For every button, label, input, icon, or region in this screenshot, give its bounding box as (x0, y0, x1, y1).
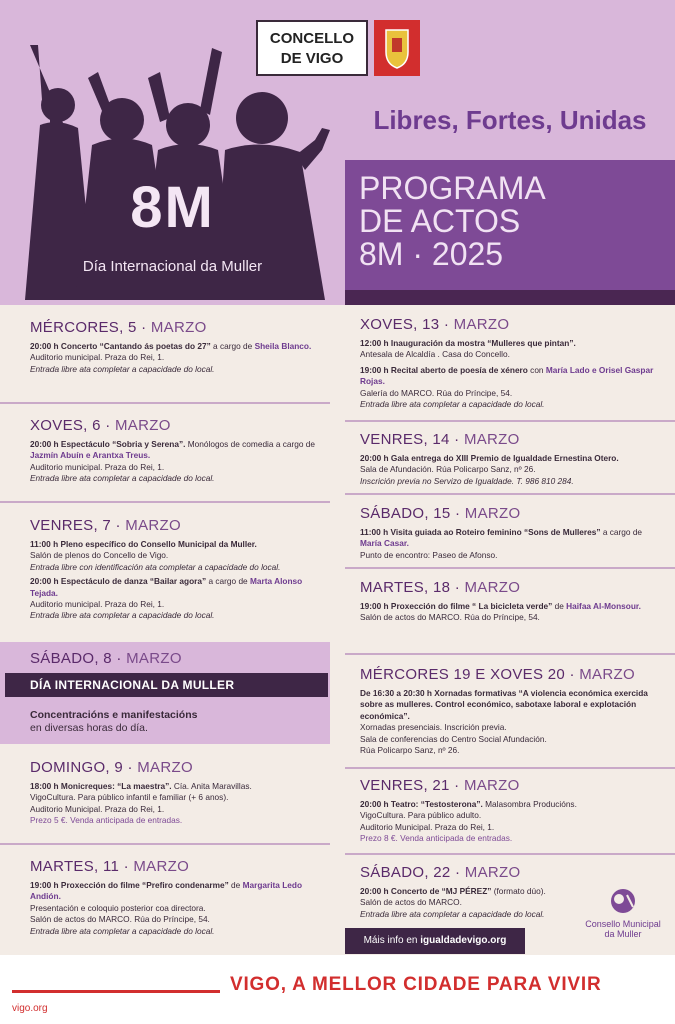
program-title-line-1: PROGRAMA (359, 170, 546, 206)
divider (345, 853, 675, 855)
event-date: XOVES, 13 · MARZO (360, 316, 510, 333)
event-note: Prezo 5 €. Venda anticipada de entradas. (30, 815, 183, 826)
event-date: VENRES, 14 · MARZO (360, 431, 520, 448)
event-item: MÉRCORES, 5 · MARZO 20:00 h Concerto “Cantando ás poetas do 27” a cargo de Sheila Blanco. Auditorio municipal. Praza do Rei, 1. Entrada libre ata completar a capacidade do local. (30, 318, 325, 375)
event-date: SÁBADO, 22 · MARZO (360, 864, 521, 881)
event-place: Auditorio Municipal. Praza do Rei, 1. (30, 803, 165, 814)
divider (0, 402, 330, 404)
event-date: DOMINGO, 9 · MARZO (30, 759, 193, 776)
logo-line-1: CONCELLO (269, 30, 355, 47)
event-note: Entrada libre ata completar a capacidade do local. (360, 908, 545, 919)
event-item: MARTES, 11 · MARZO 19:00 h Proxección do filme “Prefiro condenarme” de Margarita Ledo Andión. Presentación e coloquio posterior coa directora. Salón de actos do MARCO. Rúa do Príncipe, 54. Entrada libre ata completar a capacidade do local. (30, 857, 325, 937)
event-date: VENRES, 21 · MARZO (360, 777, 520, 794)
event-item: Concentracións e manifestacións en diversas horas do día. (30, 709, 198, 734)
program-box-base (345, 290, 675, 305)
divider (345, 493, 675, 495)
event-note: Entrada libre ata completar a capacidade do local. (30, 610, 215, 621)
event-place: Auditorio municipal. Praza do Rei, 1. (30, 599, 165, 610)
event-note: Entrada libre ata completar a capacidade do local. (30, 473, 215, 484)
event-item: SÁBADO, 22 · MARZO 20:00 h Concerto de “MJ PÉREZ” (formato dúo). Salón de actos do MARCO. Entrada libre ata completar a capacidade do local. (360, 863, 600, 920)
event-note: Inscrición previa no Servizo de Igualdade. T. 986 810 284. (360, 475, 574, 486)
event-place: Punto de encontro: Paseo de Afonso. (360, 549, 498, 560)
event-item: VENRES, 21 · MARZO 20:00 h Teatro: “Testosterona”. Malasombra Producións. VigoCultura. Para público adulto. Auditorio Municipal. Praza do Rei, 1. Prezo 8 €. Venda anticipada de entradas. (360, 776, 665, 845)
event-place: Salón de actos do MARCO. Rúa do Príncipe, 54. (30, 914, 210, 925)
event-note: Entrada libre ata completar a capacidade do local. (30, 363, 215, 374)
footer-url[interactable]: vigo.org (12, 1003, 48, 1014)
hero-title: 8M (130, 175, 215, 240)
event-date: MARTES, 18 · MARZO (360, 579, 521, 596)
event-date: VENRES, 7 · MARZO (30, 517, 181, 534)
program-title-line-3: 8M · 2025 (359, 236, 504, 272)
program-title-line-2: DE ACTOS (359, 203, 521, 239)
divider (345, 653, 675, 655)
divider (345, 567, 675, 569)
event-item: DOMINGO, 9 · MARZO 18:00 h Monicreques: “La maestra”. Cía. Anita Maravillas. VigoCultura. Para público infantil e familiar (+ 6 anos). Auditorio Municipal. Praza do Rei, 1. Prezo 5 €. Venda anticipada de entradas. (30, 758, 325, 827)
event-date: MÉRCORES 19 E XOVES 20 · MARZO (360, 666, 635, 683)
slogan: Libres, Fortes, Unidas (373, 105, 647, 135)
hero-subtitle: Día Internacional da Muller (82, 258, 263, 275)
divider (345, 420, 675, 422)
event-date: SÁBADO, 15 · MARZO (360, 505, 521, 522)
footer-rule (12, 990, 220, 993)
event-place: Salón de actos do MARCO. Rúa do Príncipe, 54. (360, 612, 540, 623)
consello-municipal-logo: Consello Municipal da Muller (578, 887, 668, 947)
event-date: SÁBADO, 8 · MARZO (30, 650, 182, 667)
logo-line-2: DE VIGO (280, 50, 344, 67)
divider (345, 767, 675, 769)
event-note: Entrada libre con identificación ata completar a capacidade do local. (30, 561, 281, 572)
program-title-box (345, 160, 675, 290)
event-item: MÉRCORES 19 E XOVES 20 · MARZO De 16:30 a 20:30 h Xornadas formativas “A violencia económica exercida sobre as mulleres. Control económico, sabotaxe laboral e explotación económica”. Xornadas presenciais. Inscrición previa. Sala de conferencias do Centro Social Afundación. Rúa Policarpo Sanz, nº 26. (360, 665, 665, 756)
event-place: Galería do MARCO. Rúa do Príncipe, 54. (360, 387, 513, 398)
event-item: MARTES, 18 · MARZO 19:00 h Proxección do filme “ La bicicleta verde” de Haifaa Al-Monsour. Salón de actos do MARCO. Rúa do Príncipe, 54. (360, 578, 665, 624)
event-note: Entrada libre ata completar a capacidade do local. (360, 399, 545, 410)
event-place: Auditorio municipal. Praza do Rei, 1. (30, 461, 165, 472)
more-info-url[interactable]: igualdadevigo.org (420, 935, 507, 946)
event-item: VENRES, 14 · MARZO 20:00 h Gala entrega do XIII Premio de Igualdade Ernestina Otero. Sala de Afundación. Rúa Policarpo Sanz, nº 26. Inscrición previa no Servizo de Igualdade. T. 986 810 284. (360, 430, 665, 487)
event-item (30, 649, 325, 672)
divider (0, 843, 330, 845)
event-date: MARTES, 11 · MARZO (30, 858, 190, 875)
event-item: XOVES, 13 · MARZO 12:00 h Inauguración da mostra “Mulleres que pintan”. Antesala de Alcaldía . Casa do Concello. 19:00 h Recital aberto de poesía de xénero con María Lado e Orisel Gaspar Rojas. Galería do MARCO. Rúa do Príncipe, 54. Entrada libre ata completar a capacidade do local. (360, 315, 660, 410)
event-place: Salón de actos do MARCO. (360, 897, 462, 908)
event-place: Salón de plenos do Concello de Vigo. (30, 550, 169, 561)
more-info-link[interactable]: Máis info en igualdadevigo.org (345, 928, 525, 954)
featured-banner: DÍA INTERNACIONAL DA MULLER (5, 673, 328, 697)
event-date: XOVES, 6 · MARZO (30, 417, 171, 434)
divider (0, 501, 330, 503)
event-place: Auditorio municipal. Praza do Rei, 1. (30, 352, 165, 363)
event-note: Prezo 8 €. Venda anticipada de entradas. (360, 833, 513, 844)
header (0, 0, 675, 305)
event-note: Entrada libre ata completar a capacidade do local. (30, 925, 215, 936)
event-place: Sala de Afundación. Rúa Policarpo Sanz, nº 26. (360, 464, 536, 475)
event-place: Sala de conferencias do Centro Social Afundación. (360, 733, 547, 744)
event-item: XOVES, 6 · MARZO 20:00 h Espectáculo “Sobria y Serena”. Monólogos de comedia a cargo de Jazmín Abuín e Arantxa Treus. Auditorio municipal. Praza do Rei, 1. Entrada libre ata completar a capacidade do local. (30, 416, 325, 485)
coat-of-arms-icon (374, 20, 420, 76)
event-place: Antesala de Alcaldía . Casa do Concello. (360, 349, 510, 360)
footer-slogan: VIGO, A MELLOR CIDADE PARA VIVIR (230, 974, 602, 995)
event-date: MÉRCORES, 5 · MARZO (30, 319, 207, 336)
event-item: VENRES, 7 · MARZO 11:00 h Pleno específico do Consello Municipal da Muller. Salón de plenos do Concello de Vigo. Entrada libre con identificación ata completar a capacidade do local. 20:00 h Espectáculo de danza “Bailar agora” a cargo de Marta Alonso Tejada. Auditorio municipal. Praza do Rei, 1. Entrada libre ata completar a capacidade do local. (30, 516, 325, 622)
consello-logo-icon (603, 887, 643, 917)
event-item: SÁBADO, 15 · MARZO 11:00 h Visita guiada ao Roteiro feminino “Sons de Mulleres” a cargo de María Casar. Punto de encontro: Paseo de Afonso. (360, 504, 665, 561)
concello-logo (256, 20, 368, 76)
event-place: Auditorio Municipal. Praza do Rei, 1. (360, 821, 495, 832)
